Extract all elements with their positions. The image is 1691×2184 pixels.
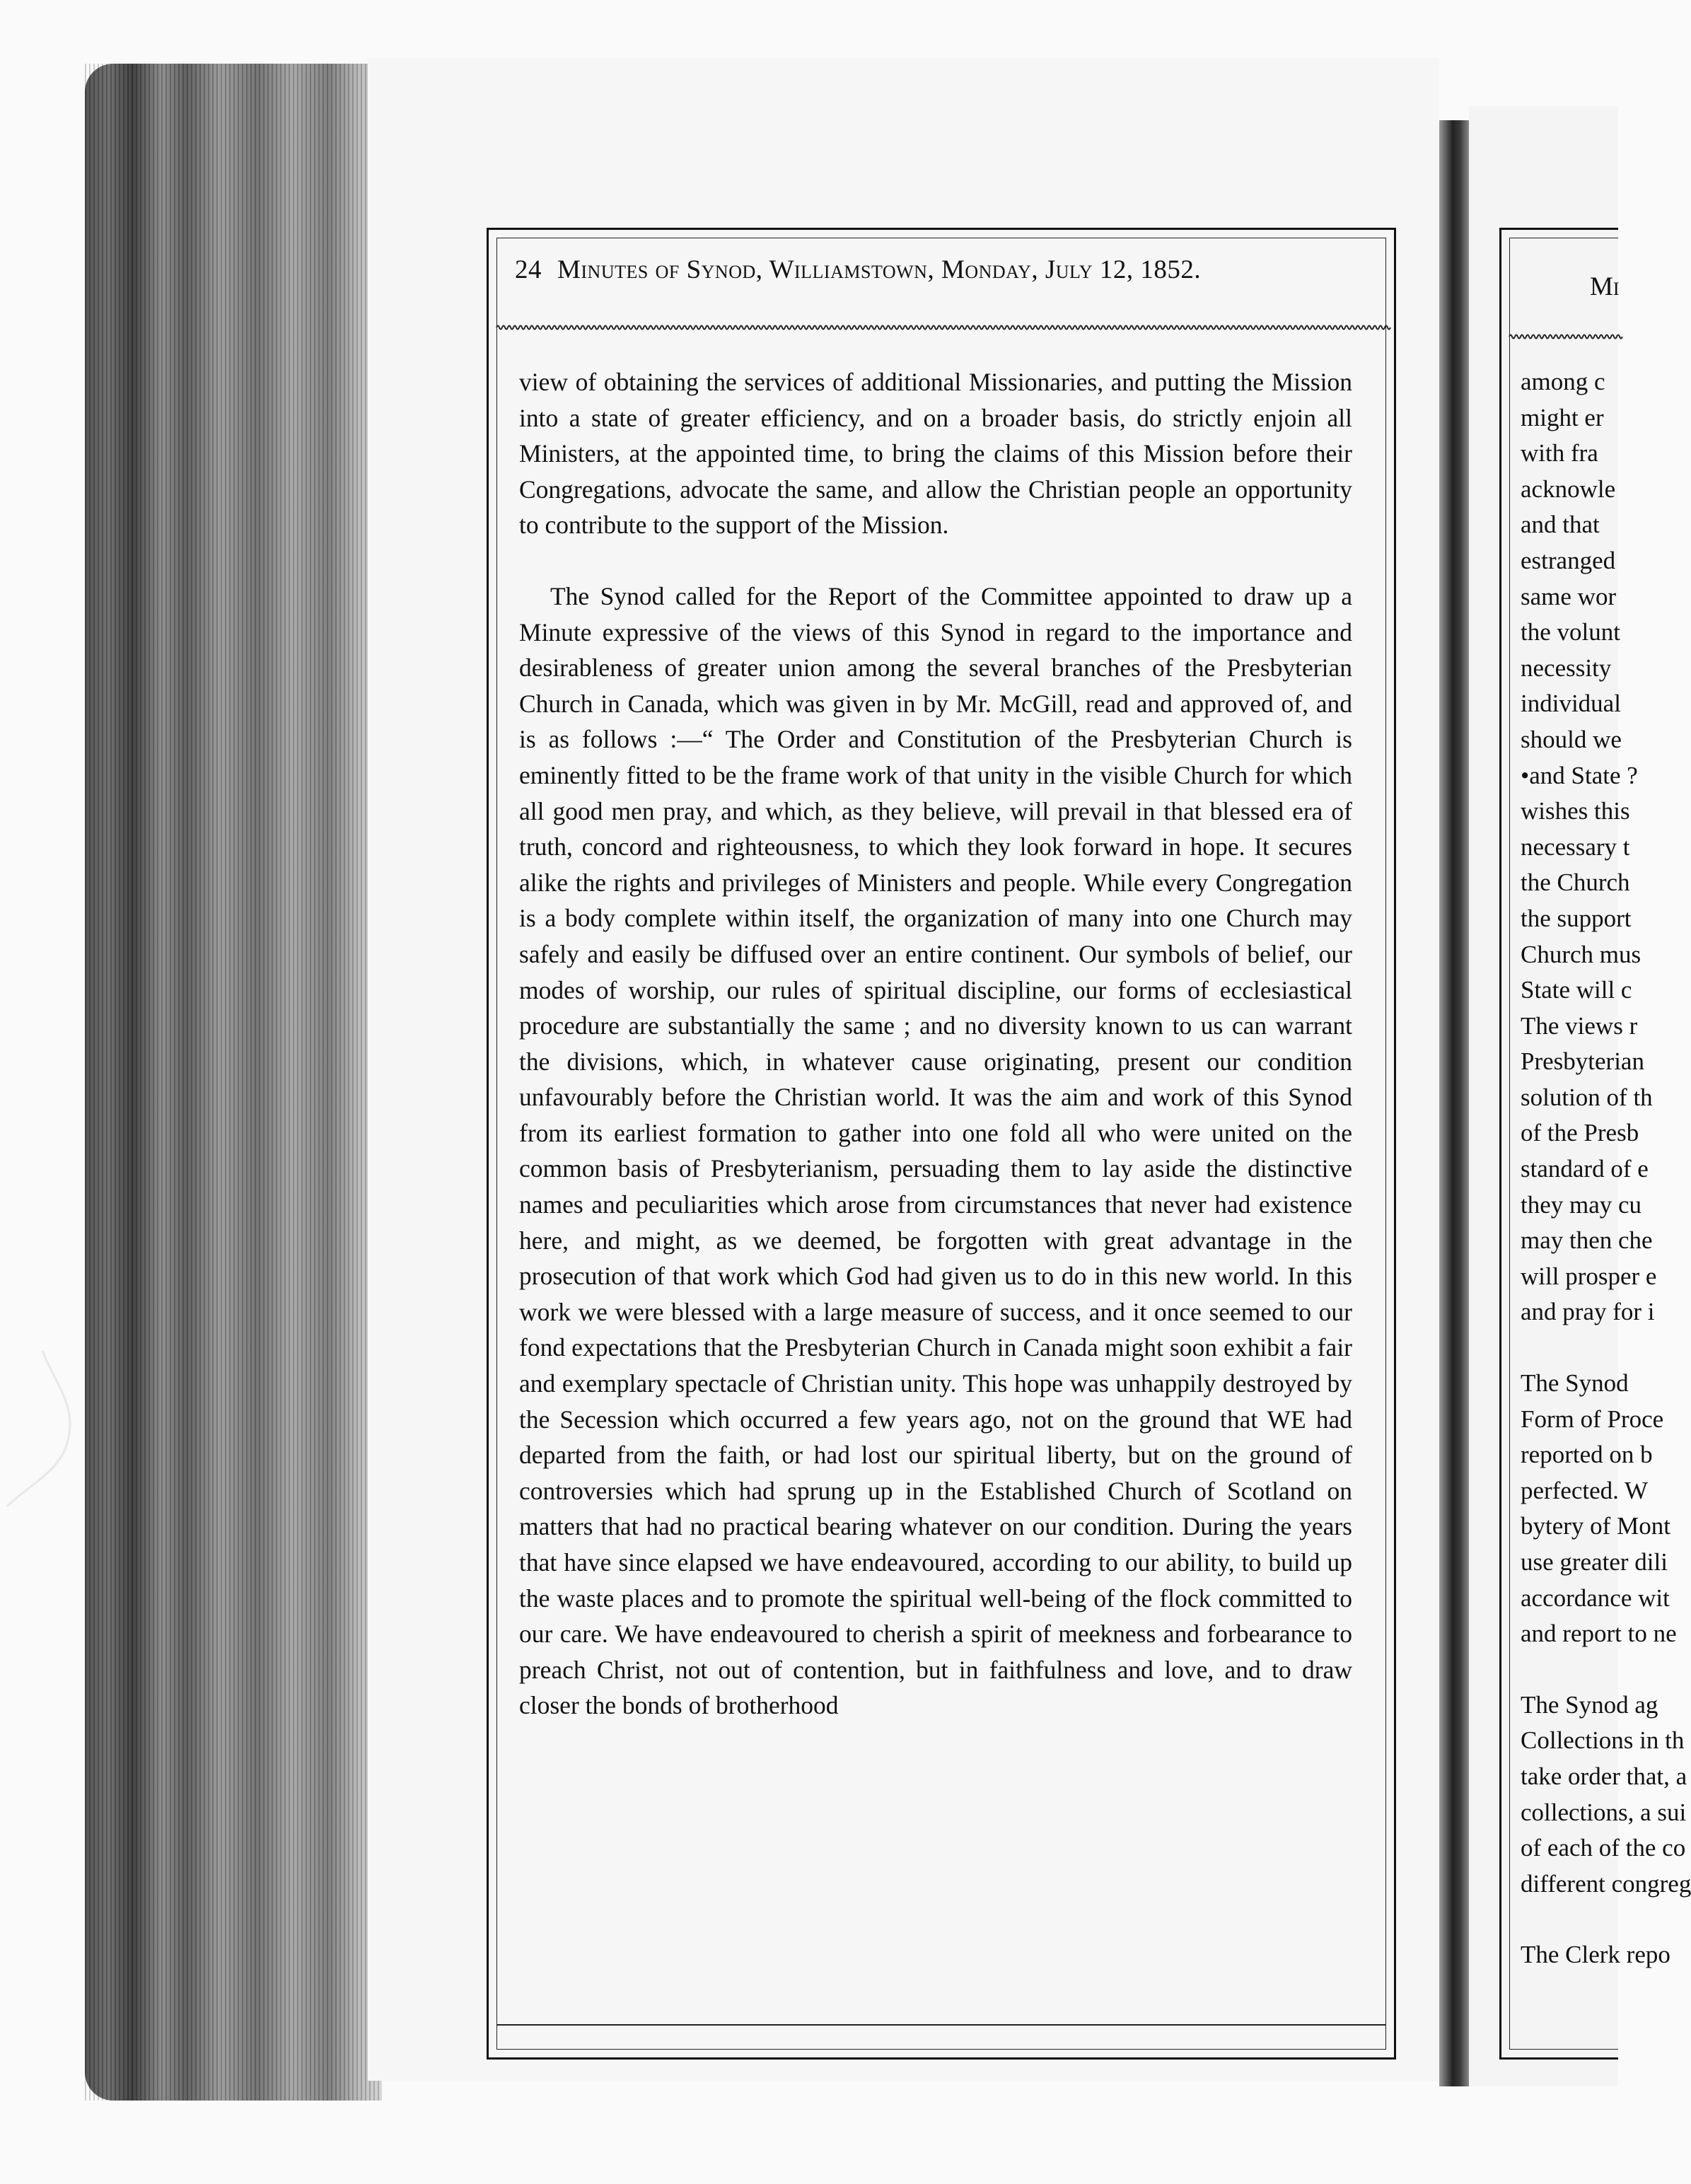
right-text-line: and report to ne [1521,1620,1677,1648]
right-text-line: take order that, a [1521,1762,1687,1790]
right-text-line: Collections in th [1521,1726,1685,1755]
right-text-line: acknowle [1521,475,1616,503]
page-number: 24 [515,255,542,284]
right-text-line: bytery of Mont [1521,1512,1670,1540]
right-text-line: collections, a sui [1521,1798,1687,1826]
right-page-text [1521,364,1691,1973]
right-text-line: solution of th [1521,1083,1653,1111]
right-text-line: might er [1521,403,1604,431]
right-text-line: and pray for i [1521,1298,1655,1326]
right-text-line: they may cu [1521,1190,1642,1219]
paragraph-gap [1521,1330,1618,1366]
right-text-line: with fra [1521,439,1598,467]
right-text-line: necessary t [1521,832,1630,861]
right-running-header: Mi [1590,272,1620,301]
right-text-line: Presbyterian [1521,1047,1644,1076]
right-text-line: The Clerk repo [1521,1941,1670,1969]
running-header [515,255,1371,297]
right-text-line: of the Presb [1521,1119,1639,1147]
right-text-line: should we [1521,725,1622,753]
right-text-line: Form of Proce [1521,1405,1664,1433]
right-header-wavy-rule [1509,331,1618,342]
right-text-line: necessity [1521,654,1612,682]
right-text-line: The views r [1521,1011,1638,1040]
right-text-line: individual [1521,690,1621,718]
right-text-line: reported on b [1521,1441,1653,1469]
right-text-line: the Church [1521,869,1630,897]
right-text-line: the volunt [1521,618,1620,646]
right-text-line: the support [1521,904,1632,932]
right-text-line: estranged [1521,546,1616,574]
right-text-line: same wor [1521,582,1617,610]
right-text-line: different congreg [1521,1869,1691,1898]
book-page-edges [85,64,382,2101]
right-text-line: standard of e [1521,1155,1649,1183]
right-text-line: The Synod ag [1521,1690,1658,1719]
right-text-line: Church mus [1521,940,1641,968]
right-text-line: will prosper e [1521,1262,1657,1290]
right-text-line: State will c [1521,976,1632,1004]
header-title: Minutes of Synod, Williamstown, Monday, July 12, 1852. [557,255,1202,284]
right-text-line: wishes this [1521,797,1630,825]
paragraph-union-report: The Synod called for the Report of the Committee appointed to draw up a Minute expressive of the views of this Synod in regard to the importance and desirableness of greater union among the several branches of the Presbyterian Church in Canada, which was given in by Mr. McGill, read and approved of, and is as follows :—“ The Order and Constitution of the Presbyterian Church is eminently fitted to be the frame work of that unity in the visible Church for which all good men pray, and which, as they believe, will prevail in that blessed era of truth, concord and righteousness, to which they look forward in hope. It secures alike the rights and privileges of Ministers and people. While every Congregation is a body complete within itself, the organization of many into one Church may safely and easily be diffused over an entire continent. Our symbols of belief, our modes of worship, our rules of spiritual discipline, our forms of ecclesiastical procedure are substantially the same ; and no diversity known to us can warrant the divisions, which, in whatever cause originating, present our condition unfavourably before the Christian world. It was the aim and work of this Synod from its earliest formation to gather into one fold all who were united on the common basis of Presbyterianism, persuading them to lay aside the distinctive names and peculiarities which arose from circumstances that never had existence here, and might, as we deemed, be forgotten with great advantage in the prosecution of that work which God had given us to do in this new world. In this work we were blessed with a large measure of success, and it once seemed to our fond expectations that the Presbyterian Church in Canada might soon exhibit a fair and exemplary spectacle of Christian unity. This hope was unhappily destroyed by the Secession which occurred a few years ago, not on the ground that WE had departed from the faith, or had lost our spiritual liberty, but on the ground of controversies which had sprung up in the Established Church of Scotland on matters that had no practical bearing whatever on our condition. During the years that have since elapsed we have endeavoured, according to our ability, to build up the waste places and to promote the spiritual well-being of the flock committed to our care. We have endeavoured to cherish a spirit of meekness and forbearance to preach Christ, not out of contention, but in faithfulness and love, and to draw closer the bonds of brotherhood [519,581,1352,1720]
header-wavy-rule [496,322,1386,333]
paragraph-gap [1521,1652,1618,1688]
right-text-line: •and State ? [1521,761,1638,789]
right-text-line: may then che [1521,1226,1653,1255]
paragraph-missions: view of obtaining the services of additional Missionaries, and putting the Mission into a state of greater efficiency, and on a broader basis, do strictly enjoin all Ministers, at the appointed time, to bring the claims of this Mission before their Congregations, advocate the same, and allow the Christian people an opportunity to contribute to the support of the Mission. [519,368,1352,540]
right-text-line: The Synod [1521,1369,1629,1398]
right-text-line: perfected. W [1521,1476,1649,1504]
right-text-line: among c [1521,368,1605,395]
paragraph-gap [1521,1902,1618,1937]
right-text-line: and that [1521,511,1600,539]
right-text-line: accordance wit [1521,1584,1670,1612]
right-text-line: of each of the co [1521,1834,1686,1862]
right-text-line: use greater dili [1521,1548,1668,1576]
bottom-rule [496,2024,1386,2026]
page-body [519,364,1352,1724]
book-gutter [1439,120,1469,2086]
